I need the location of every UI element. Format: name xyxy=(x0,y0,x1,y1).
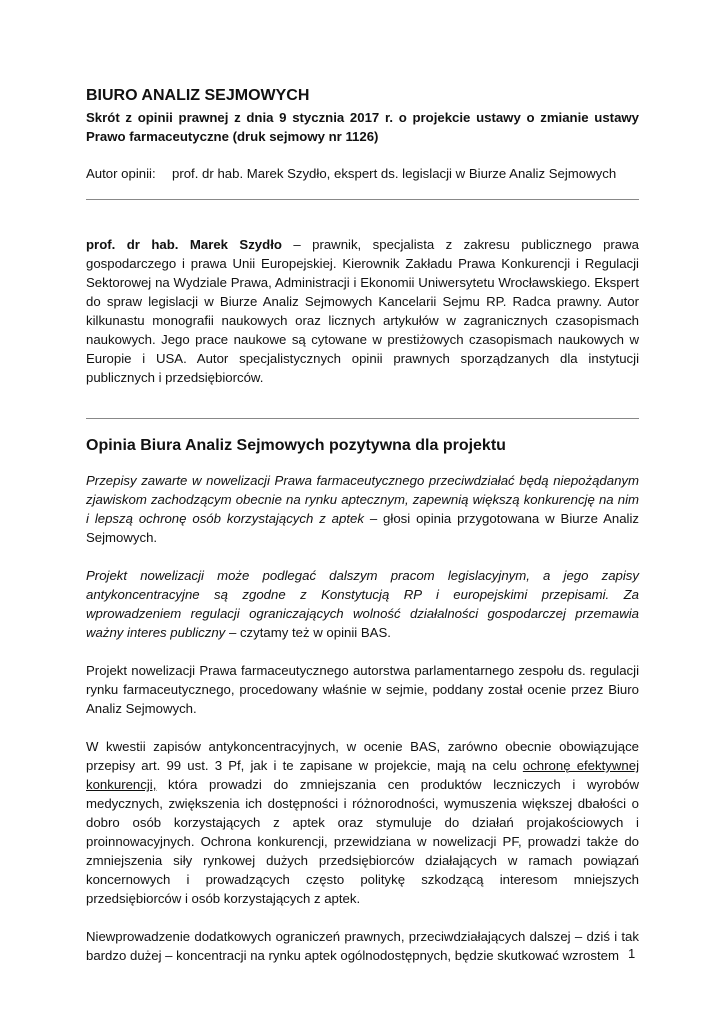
page-number: 1 xyxy=(628,946,636,961)
paragraph-2-rest: – czytamy też w opinii BAS. xyxy=(225,625,391,640)
paragraph-1 xyxy=(86,471,639,547)
author-label: Autor opinii: xyxy=(86,166,156,181)
bio-name: prof. dr hab. Marek Szydło xyxy=(86,237,282,252)
paragraph-4-underline: ochronę efektywnej konkurencji, xyxy=(86,758,639,792)
bio-text: – prawnik, specjalista z zakresu publicznego prawa gospodarczego i prawa Unii Europejskiej. Kierownik Zakładu Prawa Konkurencji i Regulacji Sektorowej na Wydziale Prawa, Administracji i Ekonomii Uniwersytetu Wrocławskiego. Ekspert do spraw legislacji w Biurze Analiz Sejmowych Kancelarii Sejmu RP. Radca prawny. Autor kilkunastu monografii naukowych oraz licznych artykułów w zagranicznych czasopismach naukowych. Jego prace naukowe są cytowane w prestiżowych czasopismach naukowych w Europie i USA. Autor specjalistycznych opinii prawnych sporządzanych dla instytucji publicznych i przedsiębiorców. xyxy=(86,237,639,385)
document-page xyxy=(86,86,639,965)
paragraph-2-quote: Projekt nowelizacji może podlegać dalszym pracom legislacyjnym, a jego zapisy antykoncentracyjne są zgodne z Konstytucją RP i europejskimi przepisami. Za wprowadzeniem regulacji ograniczających wolność działalności gospodarczej przemawia ważny interes publiczny xyxy=(86,568,639,640)
paragraph-4-start: W kwestii zapisów antykoncentracyjnych, w ocenie BAS, zarówno obecnie obowiązujące przepisy art. 99 ust. 3 Pf, jak i te zapisane w projekcie, mają na celu xyxy=(86,739,639,773)
divider-top xyxy=(86,199,639,200)
divider-middle xyxy=(86,418,639,419)
document-subtitle: Skrót z opinii prawnej z dnia 9 stycznia 2017 r. o projekcie ustawy o zmianie ustawy Prawo farmaceutyczne (druk sejmowy nr 1126) xyxy=(86,110,639,144)
paragraph-3: Projekt nowelizacji Prawa farmaceutycznego autorstwa parlamentarnego zespołu ds. regulacji rynku farmaceutycznego, procedowany właśnie w sejmie, poddany został ocenie przez Biuro Analiz Sejmowych. xyxy=(86,663,639,716)
paragraph-4-end: która prowadzi do zmniejszania cen produktów leczniczych i wyrobów medycznych, zwiększenia ich dostępności i różnorodności, wymuszenia większej dbałości o dobro osób korzystających z aptek oraz stymuluje do działań projakościowych i proinnowacyjnych. Ochrona konkurencji, przewidziana w nowelizacji PF, prowadzi także do zmniejszenia siły rynkowej dużych przedsiębiorców działających w ramach powiązań koncernowych i prowadzących często politykę szkodzącą interesom mniejszych przedsiębiorców i osób korzystających z aptek. xyxy=(86,777,639,906)
paragraph-1-rest: – głosi opinia przygotowana w Biurze Analiz Sejmowych. xyxy=(86,511,640,545)
author-bio xyxy=(86,235,639,387)
author-line xyxy=(86,164,639,183)
paragraph-2 xyxy=(86,566,639,642)
section-heading: Opinia Biura Analiz Sejmowych pozytywna dla projektu xyxy=(86,437,506,454)
document-title: BIURO ANALIZ SEJMOWYCH xyxy=(86,87,310,104)
paragraph-1-quote: Przepisy zawarte w nowelizacji Prawa farmaceutycznego przeciwdziałać będą niepożądanym zjawiskom zachodzącym obecnie na rynku aptecznym, zapewnią większą konkurencję na nim i lepszą ochronę osób korzystających z aptek xyxy=(86,473,639,526)
paragraph-4 xyxy=(86,737,639,908)
paragraph-5: Niewprowadzenie dodatkowych ograniczeń prawnych, przeciwdziałających dalszej – dziś i tak bardzo dużej – koncentracji na rynku aptek ogólnodostępnych, będzie skutkować wzrostem xyxy=(86,929,639,963)
author-value: prof. dr hab. Marek Szydło, ekspert ds. legislacji w Biurze Analiz Sejmowych xyxy=(172,166,617,181)
